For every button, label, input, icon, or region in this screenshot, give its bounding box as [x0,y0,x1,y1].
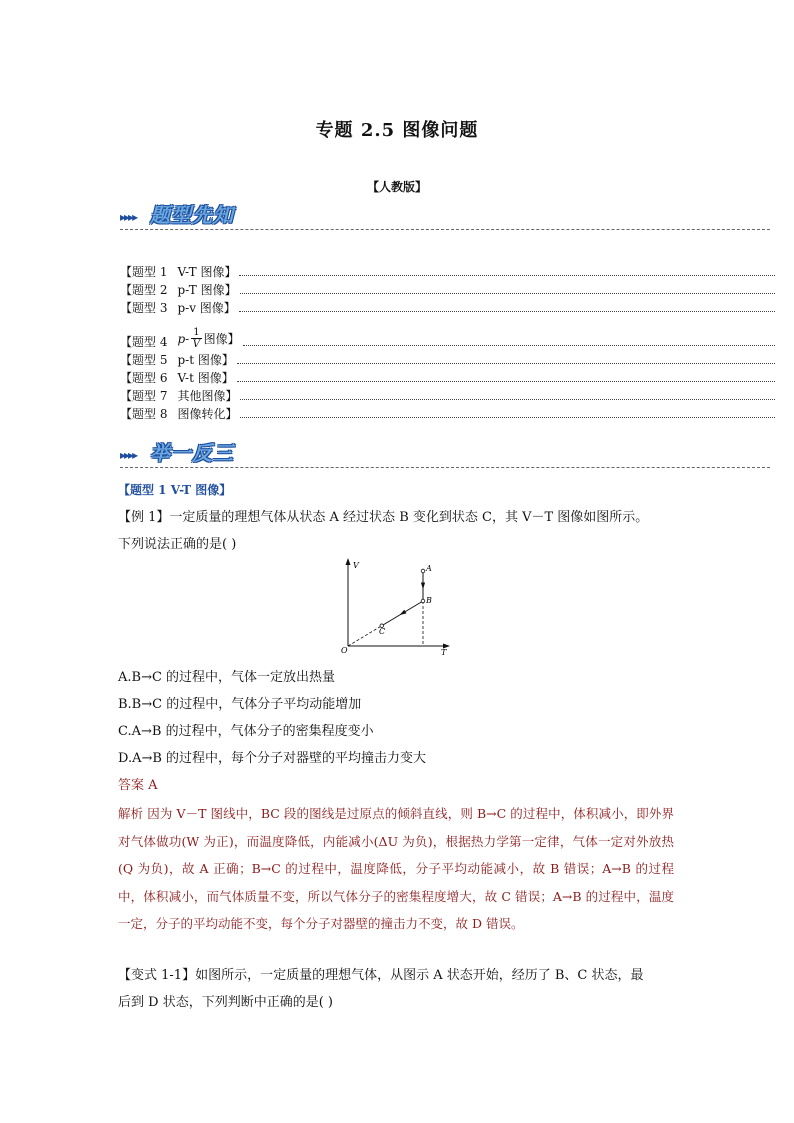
banner-rule [120,229,770,230]
toc-item[interactable]: 【题型 5 p-t 图像】 [120,350,775,368]
point-b-label: B [426,596,432,605]
vt-chart [336,556,456,656]
point-c-label: C [379,627,386,636]
y-axis-label: V [353,561,359,570]
banner-title: 举一反三 [150,441,234,465]
toc-item[interactable]: 【题型 4 p- $\frac{1}{V}$ 图像】 [120,316,775,350]
option-a[interactable]: A.B→C 的过程中，气体一定放出热量 [118,670,336,685]
option-c[interactable]: C.A→B 的过程中，气体分子的密集程度变小 [118,724,374,739]
banner-arrows-icon: ▸▸▸▸ [120,210,137,224]
toc-leader [237,381,775,382]
point-a-label: A [426,564,432,573]
dashed-extension [348,626,382,646]
document-title: 专题 2.5 图像问题 [315,120,479,141]
option-b[interactable]: B.B→C 的过程中，气体分子平均动能增加 [118,697,362,712]
y-axis-arrow-icon [346,558,351,565]
toc-item[interactable]: 【题型 1 V-T 图像】 [120,262,775,280]
variant-question: 【变式 1-1】如图所示，一定质量的理想气体，从图示 A 状态开始，经历了 B、C 状态，最 后到 D 状态，下列判断中正确的是( ) [118,968,644,1010]
arrow-b-to-c-icon [399,610,406,615]
point-b [421,599,425,603]
banner-rule [120,467,770,468]
toc-leader [243,345,775,346]
toc-leader [240,417,775,418]
banner-title: 题型先知 [150,203,234,227]
section-heading: 【题型 1 V-T 图像】 [118,483,232,497]
toc-item[interactable]: 【题型 6 V-t 图像】 [120,368,775,386]
toc-leader [239,311,775,312]
toc-item[interactable]: 【题型 3 p-v 图像】 [120,298,775,316]
option-d[interactable]: D.A→B 的过程中，每个分子对器壁的平均撞击力变大 [118,751,427,766]
banner-arrows-icon: ▸▸▸▸ [120,448,137,462]
table-of-contents [120,262,775,422]
answer-text: 答案 A [118,778,158,793]
arrow-a-to-b-icon [421,583,425,590]
section-banner-practice [120,440,770,468]
x-axis-label: T [441,648,447,656]
toc-item[interactable]: 【题型 2 p-T 图像】 [120,280,775,298]
toc-item[interactable]: 【题型 8 图像转化】 [120,404,775,422]
toc-leader [239,275,775,276]
document-edition: 【人教版】 [366,180,427,194]
origin-label: O [341,646,348,655]
answer-options [118,664,678,772]
toc-leader [237,363,775,364]
example-question: 【例 1】一定质量的理想气体从状态 A 经过状态 B 变化到状态 C，其 V－T 图像如图所示。 下列说法正确的是( ) [118,510,649,552]
section-banner-overview [120,202,770,230]
toc-leader [240,293,775,294]
point-a [421,569,425,573]
fraction: $\frac{1}{V}$ [192,327,200,350]
toc-leader [240,399,775,400]
toc-item[interactable]: 【题型 7 其他图像】 [120,386,775,404]
analysis-text: 解析 因为 V－T 图线中，BC 段的图线是过原点的倾斜直线，则 B→C 的过程中，体积减小，即外界对气体做功(W 为正)，而温度降低，内能减小(ΔU 为负)，根据热力学第一定律，气体一定对外放热(Q 为负)，故 A 正确；B→C 的过程中，温度降低，分子平均动能减小，故 B 错误；A→B 的过程中，体积减小，而气体质量不变，所以气体分子的密集程度增大，故 C 错误；A→B 的过程中，温度一定，分子的平均动能不变，每个分子对器壁的撞击力不变，故 D 错误。 [118,806,674,932]
